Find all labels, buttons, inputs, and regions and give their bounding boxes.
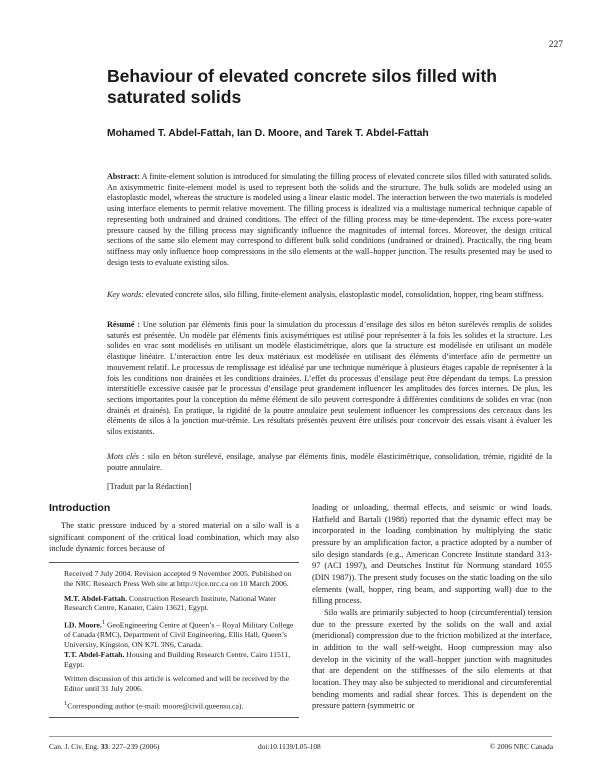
received-note: Received 7 July 2004. Revision accepted 9 November 2005. Published on the NRC Research Press Web site at http://cjce.nrc.ca on 10 March 2006.	[64, 569, 292, 588]
affiliation-1-text: Construction Research Institute, National Water Research Centre, Kanater, Cairo 13621, Egypt.	[64, 593, 277, 613]
keywords-text: elevated concrete silos, silo filling, finite-element analysis, elastoplastic model, consolidation, hopper, ring beam stiffness.	[143, 290, 544, 299]
journal-citation	[49, 742, 159, 751]
affiliation-2-name: I.D. Moore.	[64, 620, 102, 630]
affiliation-2	[64, 618, 299, 650]
copyright: © 2006 NRC Canada	[489, 742, 553, 751]
abstract-label: Abstract:	[107, 172, 140, 181]
keywords-label: Key words:	[107, 290, 144, 299]
intro-left-paragraph: The static pressure induced by a stored material on a silo wall is a significant component of the critical load combination, which may also include dynamic forces because of	[49, 521, 299, 554]
affiliation-3	[64, 650, 299, 670]
journal-pages: : 227–239 (2006)	[108, 742, 160, 751]
affiliation-1-name: M.T. Abdel-Fattah.	[64, 593, 128, 603]
intro-right-paragraph-1: loading or unloading, thermal effects, and seismic or wind loads. Hatfield and Bartali (1988) reported that the dynamic effect may be incorporated in the loading combination by multiplying the static pressure by an amplification factor, a practice adopted by a number of silo design standards (e.g., American Concrete Institute standard 313-97 (ACI 1997), and Deutsches Institut für Normung standard 1055 (DIN 1987)). The present study focuses on the static loading on the silo elements (wall, hopper, ring beam, and supporting wall) due to the filling process.	[312, 503, 552, 606]
introduction-heading: Introduction	[49, 502, 111, 514]
keywords	[107, 290, 552, 301]
mots-cles	[107, 452, 552, 473]
intro-right-column	[312, 502, 552, 712]
doi: doi:10.1139/L05-108	[258, 742, 321, 751]
resume-label: Résumé :	[107, 320, 141, 329]
abstract	[107, 172, 552, 268]
corresponding-author	[64, 699, 299, 711]
resume	[107, 320, 552, 438]
intro-right-paragraph-2: Silo walls are primarily subjected to hoop (circumferential) tension due to the pressure exerted by the solids on the wall and axial (meridional) compression due to the friction mobilized at the interface, in addition to the wall self-weight. Hoop compression may also develop in the vicinity of the wall–hopper junction with magnitudes that are dependent on the stiffnesses of the silo elements at that location. They may also be subjected to meridional and circumferential bending moments and radial shear forces. This is dependent on the pressure pattern (symmetric or	[312, 607, 552, 711]
footnote-box	[49, 562, 299, 718]
affiliation-3-text: Housing and Building Research Centre, Cairo 11511, Egypt.	[64, 649, 291, 669]
article-title: Behaviour of elevated concrete silos filled with saturated solids	[107, 66, 497, 107]
discussion-note: Written discussion of this article is welcomed and will be received by the Editor until 31 July 2006.	[64, 674, 290, 694]
page-number: 227	[548, 40, 563, 50]
corresponding-sup: 1	[64, 699, 68, 707]
affiliation-3-name: T.T. Abdel-Fattah.	[64, 649, 125, 659]
journal-volume: 33	[100, 742, 109, 751]
corresponding-text: Corresponding author (e-mail: moore@civil.queensu.ca).	[67, 701, 244, 711]
author-list: Mohamed T. Abdel-Fattah, Ian D. Moore, and Tarek T. Abdel-Fattah	[107, 128, 429, 139]
mots-cles-label: Mots clés :	[107, 452, 145, 461]
abstract-text: A finite-element solution is introduced for simulating the filling process of elevated concrete silos filled with saturated solids. An axisymmetric finite-element model is used to represent both the solids and the structure. The bulk solids are modeled using an elastoplastic model, whereas the structure is modeled using a linear elastic model. The interaction between the two materials is modeled using interface elements to permit relative movement. The filling process is idealized via a multistage numerical technique capable of representing both undrained and drained conditions. The effect of the filling process may be time-dependent. The excess pore-water pressure caused by the filling process may significantly influence the magnitudes of internal forces. Moreover, the design critical sections of the same silo element may correspond to different bulk solid conditions (undrained or drained). Practically, the ring beam stiffness may only influence hoop compressions in the silo elements at the wall–hopper junction. The results presented may be used to design tests to evaluate existing silos.	[107, 172, 552, 267]
mots-cles-text: silo en béton surélevé, ensilage, analyse par éléments finis, modèle élasticimétrique, consolidation, trémie, rigidité de la poutre annulaire.	[107, 452, 552, 472]
journal-name: Can. J. Civ. Eng.	[49, 742, 99, 751]
translation-note: [Traduit par la Rédaction]	[107, 482, 192, 491]
footer-rule	[49, 736, 552, 737]
resume-text: Une solution par éléments finis pour la simulation du processus d’ensilage des silos en béton surélevés remplis de solides saturés est présentée. Un modèle par éléments finis axisymétriques est utilisé pour représenter à la fois les solides et la structure. Les solides en vrac sont modélisés en utilisant un modèle élasticimétrique, alors que la structure est modélisée en utilisant un modèle élastique linéaire. L’interaction entre les deux matériaux est modélisée en utilisant des éléments d’interface afin de permettre un mouvement relatif. Le processus de remplissage est idéalisé par une technique numérique à plusieurs étages capable de représenter à la fois les conditions non drainées et les conditions drainées. L’effet du processus d’ensilage peut être dépendant du temps. La pression interstitielle excessive causée par le processus d’ensilage peut grandement influencer les amplitudes des forces internes. De plus, les sections importantes pour la conception du même élément de silo peuvent correspondre à différentes conditions de solides en vrac (non drainés et drainés). En pratique, la rigidité de la poutre annulaire peut seulement influencer les compressions des cerceaux dans les éléments de silos à la jonction mur-trémie. Les résultats présentés peuvent être utilisés pour concevoir des essais visant à évaluer les silos existants.	[107, 320, 552, 437]
affiliation-1	[64, 594, 299, 614]
affiliation-2-text: GeoEngineering Centre at Queen’s – Royal Military College of Canada (RMC), Department of Civil Engineering, Ellis Hall, Queen’s University, Kingston, ON K7L 3N6, Canada.	[64, 620, 294, 650]
affiliation-2-sup: 1	[101, 619, 106, 626]
